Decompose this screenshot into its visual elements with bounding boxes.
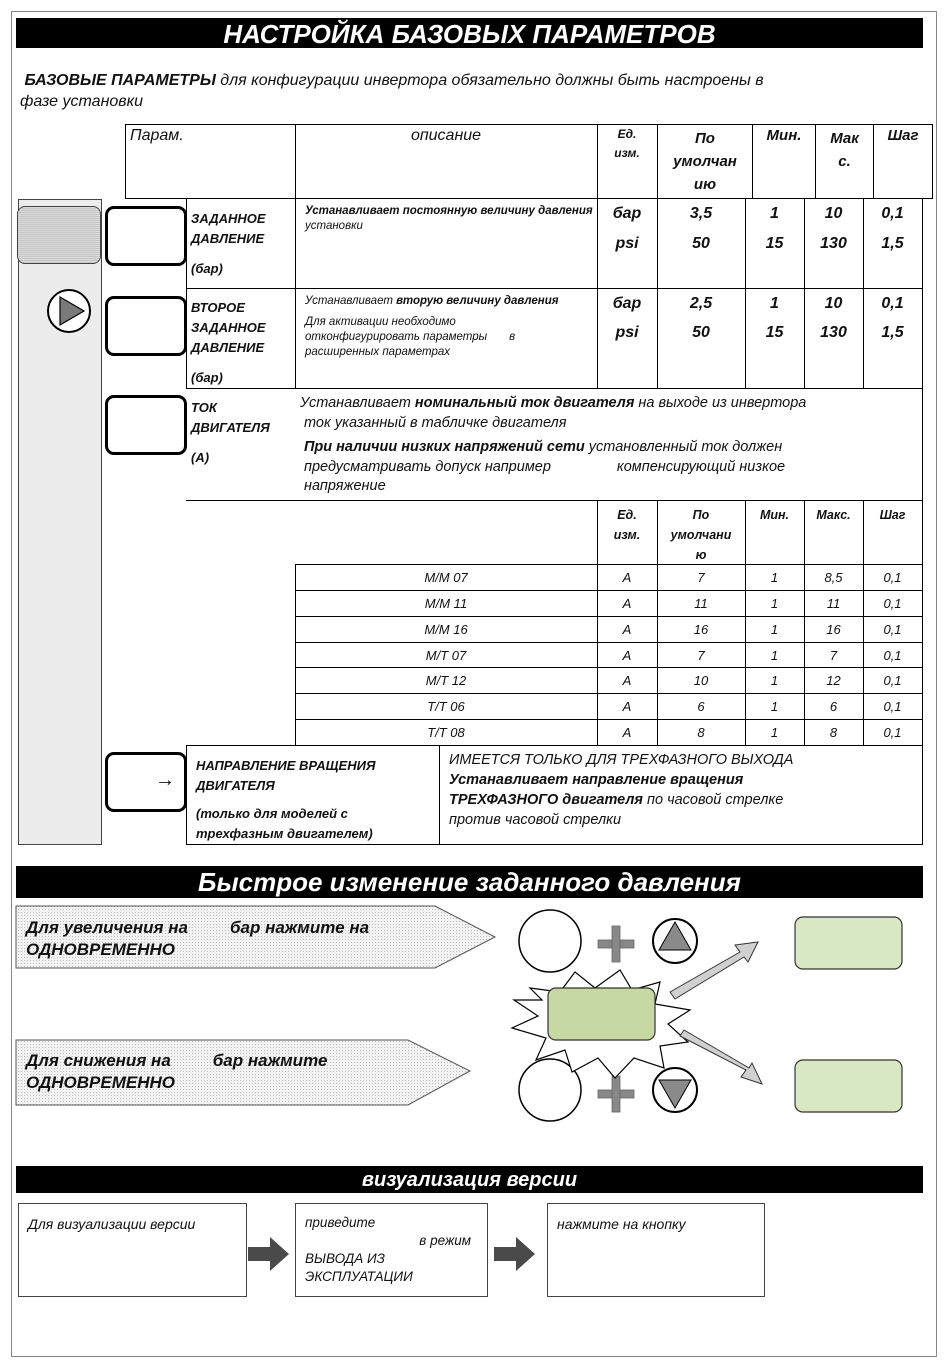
cell-max: 6 [829, 699, 838, 715]
arrow-right-icon [248, 1236, 290, 1272]
cell-model: М/М 16 [424, 621, 468, 637]
page-title: НАСТРОЙКА БАЗОВЫХ ПАРАМЕТРОВ [16, 18, 923, 48]
p4-name: НАПРАВЛЕНИЕ ВРАЩЕНИЯ ДВИГАТЕЛЯ (только для моделей с трехфазным двигателем) [196, 758, 376, 841]
grid-line [745, 199, 746, 388]
cell-max: 7 [829, 647, 838, 663]
grid-line [597, 199, 598, 388]
p2-row2: psi 50 15 130 1,5 [615, 324, 904, 341]
p3-description: Устанавливает номинальный ток двигателя на выходе из инвертора ток указанный в табличке двигателя При наличии низких напряжений сети установленный ток должен предусматривать допуск например компенсирующий низкое напряжение [300, 395, 807, 494]
cell-min: 1 [770, 725, 779, 741]
cell-step: 0,1 [883, 595, 902, 611]
p2-row1: бар 2,5 1 10 0,1 [612, 295, 904, 312]
cell-min: 1 [770, 699, 779, 715]
cell-step: 0,1 [883, 725, 902, 741]
cell-default: 16 [693, 621, 709, 637]
grid-line [439, 745, 440, 845]
hdr-max: Мак с. [830, 130, 859, 170]
arrow-right-icon: → [155, 769, 175, 791]
cell-unit: А [622, 570, 632, 585]
display-key[interactable] [17, 206, 101, 264]
cell-unit: А [622, 673, 632, 689]
cell-default: 7 [697, 647, 705, 663]
cell-unit: А [622, 699, 632, 715]
arrow-right-icon [494, 1236, 536, 1272]
p3-name: ТОК ДВИГАТЕЛЯ (А) [191, 400, 270, 465]
table-row [295, 693, 923, 720]
key-setpoint[interactable] [105, 206, 187, 266]
cell-model: Т/Т 08 [427, 725, 465, 741]
p1-row2: psi 50 15 130 1,5 [615, 235, 904, 252]
key-second-setpoint[interactable] [105, 296, 187, 356]
table-row [295, 719, 923, 746]
sub-hdr-max: Макс. [816, 508, 851, 522]
table-row [295, 642, 923, 669]
cell-model: М/Т 07 [425, 647, 467, 663]
key-motor-current[interactable] [105, 395, 187, 455]
intro-line1: для конфигурации инвертора обязательно должны быть настроены в [215, 72, 764, 89]
hdr-step: Шаг [887, 127, 919, 144]
cell-step: 0,1 [883, 621, 902, 637]
sub-hdr-step: Шаг [879, 508, 906, 522]
hdr-description: описание [410, 127, 482, 144]
plus-icon [598, 926, 634, 962]
grid-line [186, 500, 923, 501]
cell-min: 1 [770, 570, 779, 585]
grid-line [186, 745, 923, 746]
cell-max: 8,5 [824, 570, 843, 585]
sub-hdr-unit: Ед. изм. [613, 508, 641, 542]
version-step-1: Для визуализации версии [18, 1203, 247, 1297]
plus-icon [598, 1076, 634, 1112]
cell-default: 10 [693, 673, 709, 689]
cell-max: 8 [829, 725, 838, 741]
cell-step: 0,1 [883, 647, 902, 663]
cell-min: 1 [770, 595, 779, 611]
table-row [295, 590, 923, 617]
intro-bold: БАЗОВЫЕ ПАРАМЕТРЫ [24, 72, 216, 89]
grid-line [186, 199, 187, 388]
grid-line [295, 199, 296, 388]
grid-line [186, 288, 923, 289]
version-step-3: нажмите на кнопку [547, 1203, 765, 1297]
cell-step: 0,1 [883, 570, 902, 585]
intro-text [20, 70, 920, 112]
play-icon [46, 288, 92, 334]
grid-line [186, 745, 187, 845]
display-result-down [795, 1060, 902, 1112]
table-row [295, 564, 923, 591]
table-row [295, 667, 923, 694]
p4-description: ИМЕЕТСЯ ТОЛЬКО ДЛЯ ТРЕХФАЗНОГО ВЫХОДА Устанавливает направление вращения ТРЕХФАЗНОГО двигателя по часовой стрелке против часовой стрелки [449, 752, 794, 828]
cell-default: 6 [697, 699, 705, 715]
sub-hdr-min: Мин. [759, 508, 790, 522]
up-key-icon[interactable] [653, 919, 697, 963]
cell-min: 1 [770, 647, 779, 663]
p1-description: Устанавливает постоянную величину давления установки [305, 205, 593, 232]
display-result-up [795, 917, 902, 969]
sub-hdr-default: По умолчани ю [670, 508, 732, 562]
cell-model: М/М 07 [424, 570, 468, 585]
decrease-text: Для снижения на бар нажмите ОДНОВРЕМЕННО [26, 1051, 328, 1092]
cell-step: 0,1 [883, 699, 902, 715]
display-center [548, 988, 655, 1040]
hdr-unit: Ед. изм. [614, 127, 640, 160]
cell-default: 11 [694, 595, 708, 611]
grid-line [804, 199, 805, 388]
increase-text: Для увеличения на бар нажмите на ОДНОВРЕМЕННО [26, 918, 370, 959]
grid-line [657, 199, 658, 388]
cell-model: М/М 11 [424, 595, 468, 611]
p2-description: Устанавливает вторую величину давления Для активации необходимо отконфигурировать параметры в расширенных параметрах [305, 295, 559, 358]
p1-row1: бар 3,5 1 10 0,1 [612, 205, 904, 222]
intro-line2: фазе установки [20, 93, 144, 110]
grid-line [863, 199, 864, 388]
play-key[interactable] [46, 288, 92, 334]
grid-line [186, 844, 923, 845]
quick-title: Быстрое изменение заданного давления [16, 866, 923, 898]
cell-unit: А [622, 647, 632, 663]
cell-default: 7 [697, 570, 705, 585]
grid-line [186, 388, 923, 389]
p2-name: ВТОРОЕ ЗАДАННОЕ ДАВЛЕНИЕ (бар) [191, 300, 266, 385]
hdr-param: Парам. [130, 127, 184, 144]
cell-step: 0,1 [883, 673, 902, 689]
p1-name: ЗАДАННОЕ ДАВЛЕНИЕ (бар) [191, 211, 266, 276]
cell-unit: А [622, 595, 632, 611]
down-key-icon[interactable] [653, 1068, 697, 1112]
cell-max: 16 [826, 621, 841, 637]
cell-max: 12 [826, 673, 841, 689]
table-row [295, 616, 923, 643]
hdr-min: Мин. [766, 127, 802, 144]
cell-model: М/Т 12 [425, 673, 467, 689]
version-title: визуализация версии [16, 1166, 923, 1193]
version-step-2: приведите в режим ВЫВОДА ИЗ ЭКСПЛУАТАЦИИ [295, 1203, 488, 1297]
value-grid [186, 199, 923, 388]
cell-min: 1 [770, 673, 779, 689]
key-circle-upper[interactable] [519, 910, 581, 972]
key-rotation[interactable] [105, 752, 187, 812]
cell-model: Т/Т 06 [427, 699, 465, 715]
cell-min: 1 [770, 621, 779, 637]
cell-unit: А [622, 621, 632, 637]
cell-max: 11 [826, 595, 841, 611]
cell-default: 8 [697, 725, 705, 741]
hdr-default: По умолчан ию [673, 130, 737, 193]
cell-unit: А [622, 725, 632, 741]
